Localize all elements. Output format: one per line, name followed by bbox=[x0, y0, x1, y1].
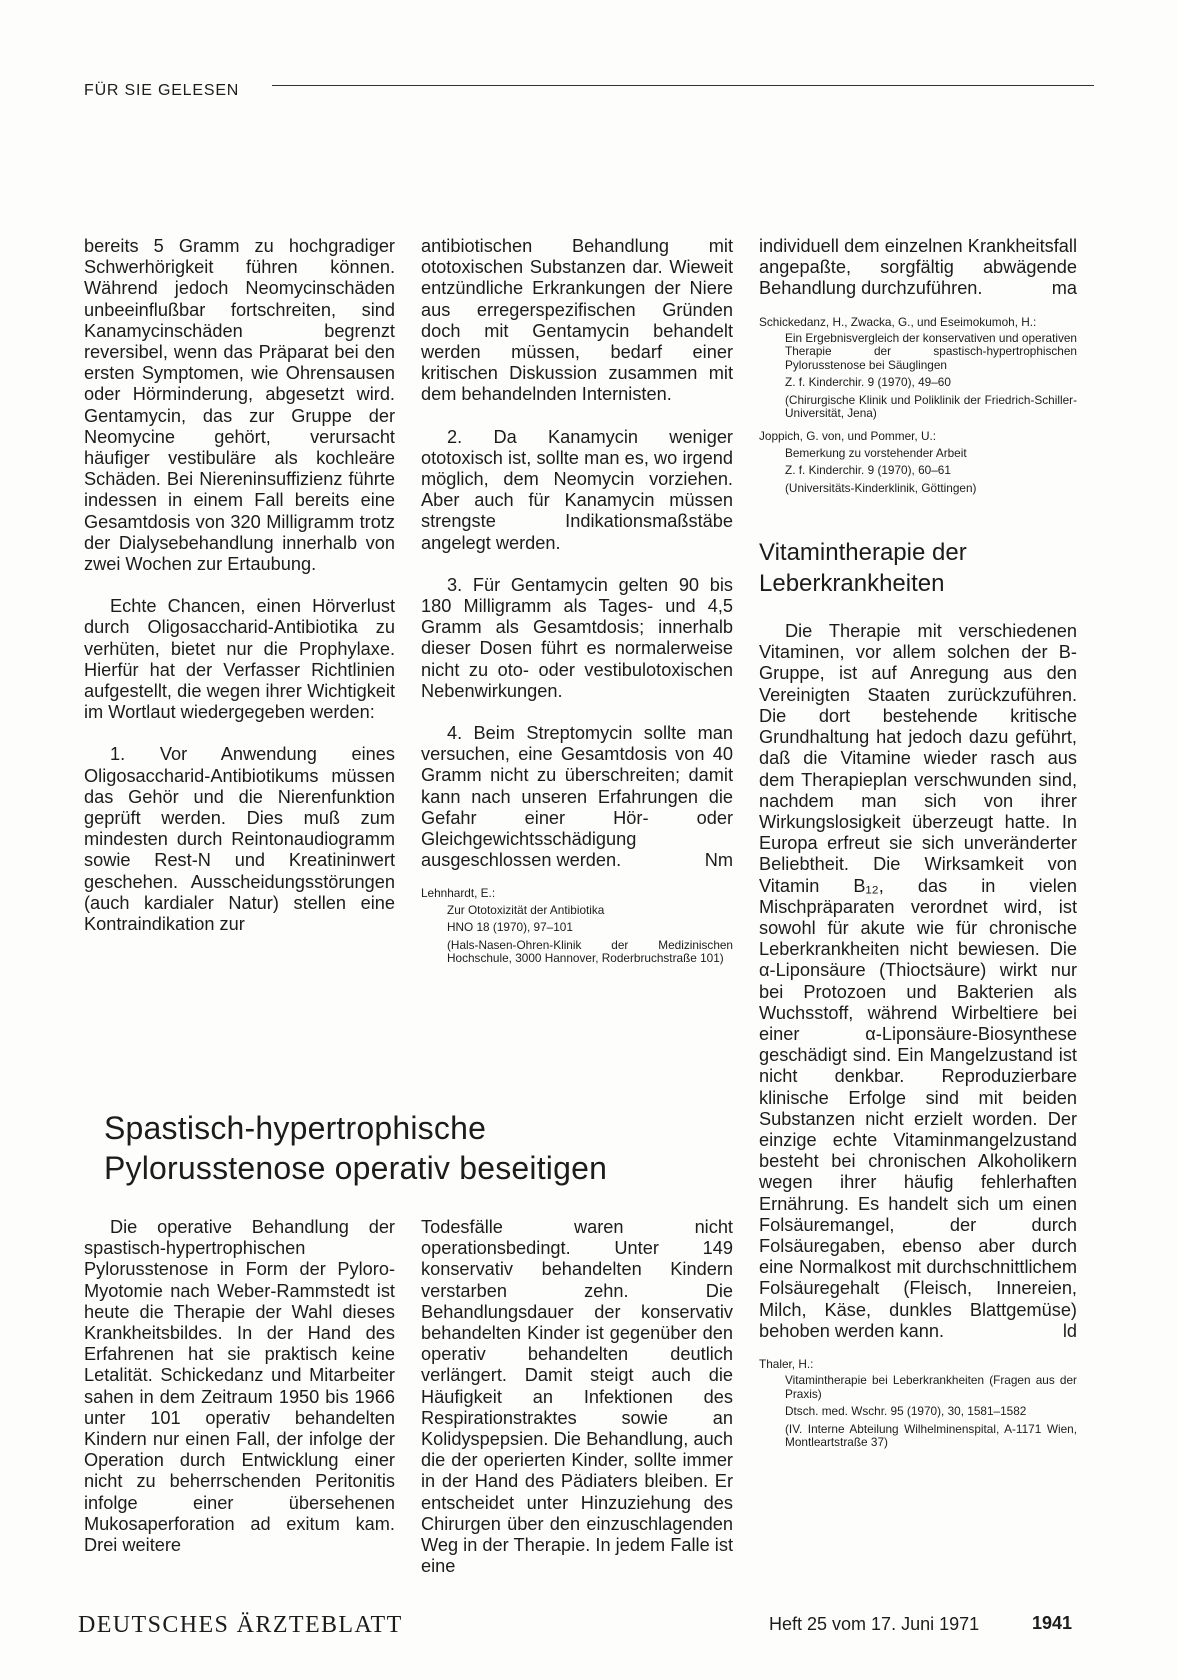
reference-author: Joppich, G. von, und Pommer, U.: bbox=[759, 429, 937, 444]
reference-affiliation: (IV. Interne Abteilung Wilhelminenspital, A-1171 Wien, Montleartstraße 37) bbox=[785, 1421, 1077, 1450]
article1-column-2 bbox=[421, 236, 733, 966]
paragraph: Die operative Behandlung der spastisch-hypertrophischen Pylorusstenose in Form der Pyloro-Myotomie nach Weber-Rammstedt ist heute die Therapie der Wahl dieses Krankheitsbildes. In der Hand des Erfahrenen hat sie praktisch keine Letalität. Schickedanz und Mitarbeiter sahen in dem Zeitraum 1950 bis 1966 unter 101 operativ behandelten Kindern nur einen Fall, der infolge der Operation durch Entwicklung einer nicht zu beherrschenden Peritonitis infolge einer übersehenen Mukosaperforation ad exitum kam. Drei weitere bbox=[84, 1217, 395, 1556]
reference-title: Vitamintherapie bei Leberkrankheiten (Fragen aus der Praxis) bbox=[785, 1373, 1077, 1401]
reference-author: Lehnhardt, E.: bbox=[421, 886, 496, 901]
issue-info: Heft 25 vom 17. Juni 1971 bbox=[769, 1614, 980, 1634]
reference-title: Ein Ergebnisvergleich der konservativen und operativen Therapie der spastisch-hypertrophischen Pylorusstenose bei Säuglingen bbox=[785, 331, 1077, 372]
reference-block bbox=[759, 316, 1077, 495]
reference-affiliation: (Universitäts-Kinderklinik, Göttingen) bbox=[785, 480, 977, 495]
paragraph bbox=[759, 236, 1077, 300]
page-number: 1941 bbox=[1032, 1613, 1073, 1633]
author-initials: ma bbox=[1051, 278, 1077, 299]
paragraph bbox=[759, 621, 1077, 1342]
paragraph-text: 4. Beim Streptomycin sollte man versuchen, eine Gesamtdosis von 40 Gramm nicht zu überschreiten; damit kann nach unseren Erfahrungen die Gefahr einer Hör- oder Gleichgewichtsschädigung ausgeschlossen werden. bbox=[421, 723, 733, 871]
reference-citation: Dtsch. med. Wschr. 95 (1970), 30, 1581–1582 bbox=[785, 1404, 1027, 1419]
reference-block bbox=[421, 887, 733, 965]
paragraph bbox=[421, 723, 733, 871]
section-label: FÜR SIE GELESEN bbox=[84, 82, 240, 99]
article2-column-2 bbox=[421, 1217, 733, 1577]
paragraph: 3. Für Gentamycin gelten 90 bis 180 Milligramm als Tages- und 4,5 Gramm als Gesamtdosis; innerhalb dieser Dosen führt es normalerweise nicht zu oto- oder vestibulotoxischen Nebenwirkungen. bbox=[421, 574, 733, 701]
article1-column-1 bbox=[84, 236, 395, 935]
header-divider bbox=[272, 85, 1094, 86]
paragraph: Echte Chancen, einen Hörverlust durch Oligosaccharid-Antibiotika zu verhüten, bietet nur die Prophylaxe. Hierfür hat der Verfasser Richtlinien aufgestellt, die wegen ihrer Wichtigkeit im Wortlaut wiedergegeben werden: bbox=[84, 596, 395, 723]
journal-masthead: DEUTSCHES ÄRZTEBLATT bbox=[78, 1612, 403, 1638]
reference-affiliation: (Chirurgische Klinik und Poliklinik der Friedrich-Schiller-Universität, Jena) bbox=[785, 392, 1077, 421]
paragraph: bereits 5 Gramm zu hochgradiger Schwerhörigkeit führen können. Während jedoch Neomycinschäden unbeeinflußbar fortschreiten, sind Kanamycinschäden begrenzt reversibel, wenn das Präparat bei den ersten Symptomen, wie Ohrensausen oder Hörminderung, abgesetzt wird. Gentamycin, das zur Gruppe der Neomycine gehört, verursacht häufiger vestibuläre als kochleäre Schäden. Bei Niereninsuffizienz führte indessen in einem Fall bereits eine Gesamtdosis von 320 Milligramm trotz der Dialysebehandlung innerhalb von zwei Wochen zur Ertaubung. bbox=[84, 236, 395, 575]
author-initials: ld bbox=[1062, 1320, 1077, 1341]
reference-block bbox=[759, 1358, 1077, 1449]
paragraph-text: Die Therapie mit verschiedenen Vitaminen, vor allem solchen der B-Gruppe, ist auf Anregung aus den Vereinigten Staaten zurückzuführen. Die dort bestehende kritische Grundhaltung hat jedoch dazu geführt, daß die Vitamine wieder rasch aus dem Therapieplan verschwunden sind, nachdem man sich von ihrer Wirkungslosigkeit überzeugt hatte. In Europa erfreut sie sich unveränderter Beliebtheit. Die Wirksamkeit von Vitamin B₁₂, das in vielen Mischpräparaten verordnet wird, ist sowohl für akute wie für chronische Leberkrankheiten nicht bewiesen. Die α-Liponsäure (Thioctsäure) wirkt nur bei Protozoen und Bakterien als Wuchsstoff, während Wirbeltiere bei einer α-Liponsäure-Biosynthese geschädigt sind. Ein Mangelzustand ist nicht denkbar. Reproduzierbare klinische Erfolge sind mit beiden Substanzen nicht erzielt worden. Der einzige echte Vitaminmangelzustand besteht bei chronischen Alkoholikern wegen ihrer häufig fehlerhaften Ernährung. Es handelt sich um einen Folsäuremangel, der durch Folsäuregaben, ebenso aber durch eine Normalkost mit durchschnittlichem Folsäuregehalt (Fleisch, Innereien, Milch, Käse, dunkles Blattgemüse) behoben werden kann. bbox=[759, 621, 1077, 1341]
paragraph: Todesfälle waren nicht operationsbedingt. Unter 149 konservativ behandelten Kindern verstarben zehn. Die Behandlungsdauer der konservativ behandelten Kinder ist gegenüber den operativ behandelten deutlich verlängert. Damit steigt auch die Häufigkeit an Infektionen des Respirationstraktes sowie an Kolidyspepsien. Die Behandlung, auch die der operierten Kinder, sollte immer in der Hand des Pädiaters bleiben. Er entscheidet unter Hinzuziehung des Chirurgen über den einzuschlagenden Weg in der Therapie. In jedem Falle ist eine bbox=[421, 1217, 733, 1577]
headline-line: Pylorusstenose operativ beseitigen bbox=[104, 1150, 608, 1186]
heading-line: Leberkrankheiten bbox=[759, 570, 945, 598]
reference-affiliation: (Hals-Nasen-Ohren-Klinik der Medizinischen Hochschule, 3000 Hannover, Roderbruchstraße 101) bbox=[447, 937, 733, 966]
paragraph: 1. Vor Anwendung eines Oligosaccharid-Antibiotikums müssen das Gehör und die Nierenfunktion geprüft werden. Dies muß zum mindesten durch Reintonaudiogramm sowie Rest-N und Kreatininwert geschehen. Ausscheidungsstörungen (auch kardialer Natur) stellen eine Kontraindikation zur bbox=[84, 744, 395, 935]
reference-citation: HNO 18 (1970), 97–101 bbox=[447, 920, 573, 935]
section-heading bbox=[759, 537, 1077, 599]
right-column bbox=[759, 236, 1077, 1449]
reference-title: Bemerkung zu vorstehender Arbeit bbox=[785, 445, 967, 460]
reference-author: Thaler, H.: bbox=[759, 1356, 814, 1371]
author-initials: Nm bbox=[704, 850, 733, 871]
heading-line: Vitamintherapie der bbox=[759, 539, 967, 567]
reference-title: Zur Ototoxizität der Antibiotika bbox=[447, 902, 605, 917]
headline-line: Spastisch-hypertrophische bbox=[104, 1110, 487, 1146]
article-headline bbox=[104, 1108, 607, 1188]
reference-author: Schickedanz, H., Zwacka, G., und Eseimokumoh, H.: bbox=[759, 314, 1037, 329]
article2-column-1 bbox=[84, 1217, 395, 1556]
paragraph: 2. Da Kanamycin weniger ototoxisch ist, sollte man es, wo irgend möglich, dem Neomycin vorziehen. Aber auch für Kanamycin müssen strengste Indikationsmaßstäbe angelegt werden. bbox=[421, 426, 733, 553]
reference-citation: Z. f. Kinderchir. 9 (1970), 49–60 bbox=[785, 375, 951, 390]
paragraph-text: individuell dem einzelnen Krankheitsfall angepaßte, sorgfältig abwägende Behandlung durchzuführen. bbox=[759, 236, 1077, 299]
paragraph: antibiotischen Behandlung mit ototoxischen Substanzen dar. Wieweit entzündliche Erkrankungen der Niere aus erregerspezifischen Gründen doch mit Gentamycin behandelt werden müssen, bedarf einer kritischen Diskussion zusammen mit dem behandelnden Internisten. bbox=[421, 236, 733, 405]
reference-citation: Z. f. Kinderchir. 9 (1970), 60–61 bbox=[785, 463, 951, 478]
